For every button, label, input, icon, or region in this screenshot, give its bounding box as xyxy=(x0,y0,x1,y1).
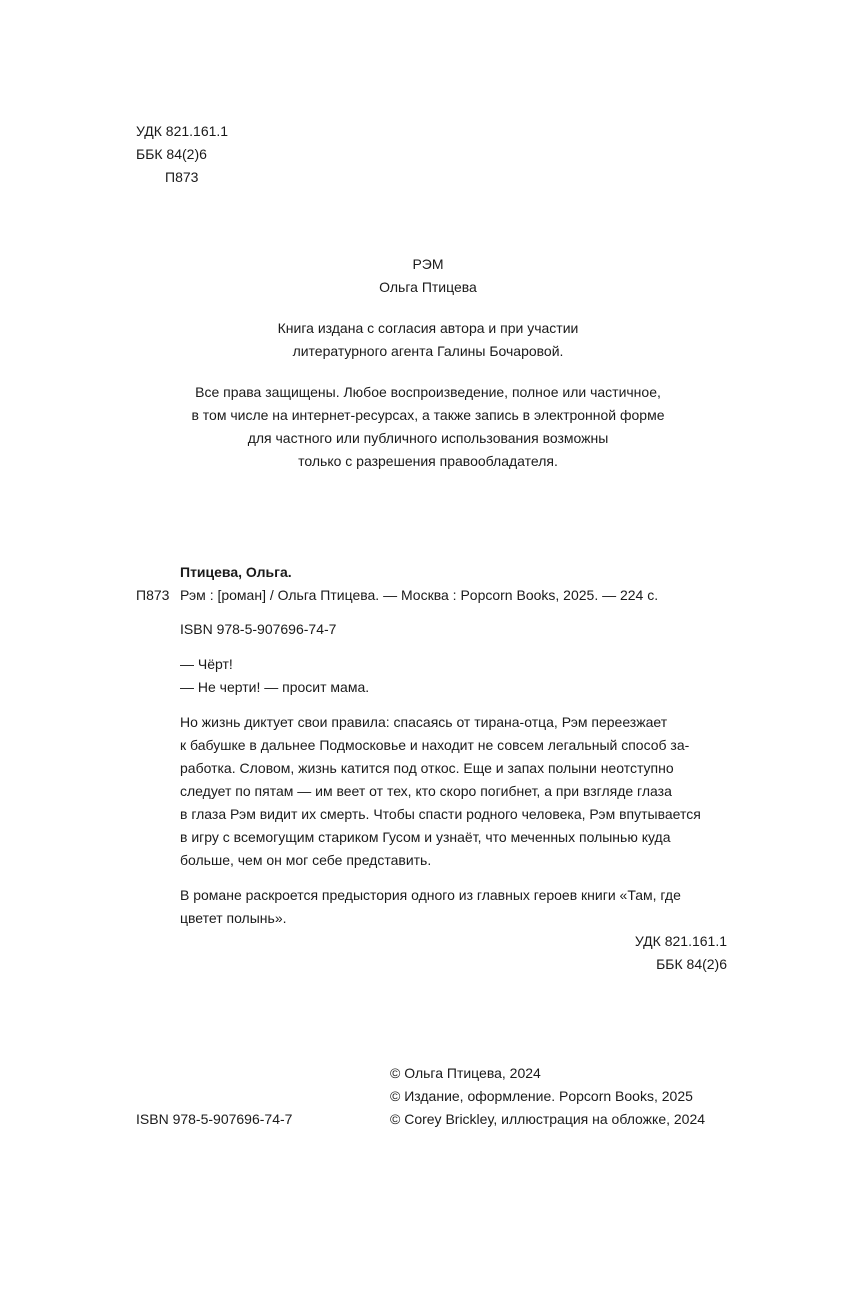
rights-notice-line: в том числе на интернет-ресурсах, а также запись в электронной форме xyxy=(191,407,665,423)
rights-notice-line: только с разрешения правообладателя. xyxy=(298,453,558,469)
isbn: ISBN 978-5-907696-74-7 xyxy=(136,1111,293,1127)
copyright-line: © Corey Brickley, иллюстрация на обложке, 2024 xyxy=(390,1111,706,1127)
footer-isbn xyxy=(136,1108,292,1131)
rights-notice-line: для частного или публичного использования возможны xyxy=(247,430,609,446)
author-heading: Птицева, Ольга. xyxy=(180,564,292,580)
catalog-card xyxy=(136,561,727,976)
copyright-line: © Издание, оформление. Popcorn Books, 2025 xyxy=(390,1088,693,1104)
title-block xyxy=(0,253,856,473)
annotation-line: следует по пятам — им веет от тех, кто скоро погибнет, а при взгляде глаза xyxy=(180,783,672,799)
series-note-line: В романе раскроется предыстория одного из главных героев книги «Там, где xyxy=(180,887,681,903)
isbn: ISBN 978-5-907696-74-7 xyxy=(180,621,337,637)
annotation-line: больше, чем он мог себе представить. xyxy=(180,852,432,868)
classification-codes xyxy=(136,120,228,189)
annotation-paragraph xyxy=(180,711,727,872)
author-code: П873 xyxy=(165,169,199,185)
bbk-code: ББК 84(2)6 xyxy=(656,956,727,972)
dialogue-line: — Не черти! — просит мама. xyxy=(180,679,370,695)
annotation-line: Но жизнь диктует свои правила: спасаясь от тирана-отца, Рэм переезжает xyxy=(180,714,668,730)
annotation-line: к бабушке в дальнее Подмосковье и находит не совсем легальный способ за- xyxy=(180,737,690,753)
series-note xyxy=(180,884,727,930)
catalog-code: П873 xyxy=(136,587,170,603)
copyright-block xyxy=(390,1062,705,1131)
bibliographic-description: Рэм : [роман] / Ольга Птицева. — Москва : Popcorn Books, 2025. — 224 с. xyxy=(180,587,659,603)
annotation-line: в игру с всемогущим стариком Гусом и узнаёт, что меченных полынью куда xyxy=(180,829,671,845)
book-title: РЭМ xyxy=(412,256,444,272)
agent-note-line: Книга издана с согласия автора и при участии xyxy=(277,320,579,336)
dialogue-line: — Чёрт! xyxy=(180,656,233,672)
annotation-line: в глаза Рэм видит их смерть. Чтобы спасти родного человека, Рэм впутывается xyxy=(180,806,701,822)
copyright-line: © Ольга Птицева, 2024 xyxy=(390,1065,541,1081)
bbk-code: ББК 84(2)6 xyxy=(136,146,207,162)
udk-code: УДК 821.161.1 xyxy=(634,933,727,949)
annotation-line: работка. Словом, жизнь катится под откос. Еще и запах полыни неотступно xyxy=(180,760,674,776)
bibliographic-row xyxy=(136,584,727,607)
series-note-line: цветет полынь». xyxy=(180,910,287,926)
udk-code: УДК 821.161.1 xyxy=(136,123,229,139)
agent-note-line: литературного агента Галины Бочаровой. xyxy=(292,343,564,359)
rights-notice-line: Все права защищены. Любое воспроизведение, полное или частичное, xyxy=(195,384,661,400)
book-author: Ольга Птицева xyxy=(379,279,477,295)
